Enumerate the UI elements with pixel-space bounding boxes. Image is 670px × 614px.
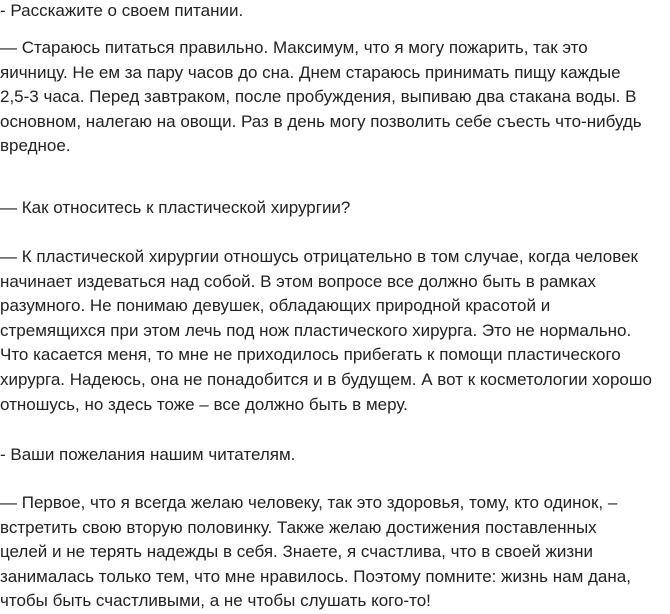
answer-line: встретить свою вторую половинку. Также желаю достижения поставленных bbox=[0, 517, 597, 537]
answer-line: чтобы быть счастливыми, а не чтобы слушать кого-то! bbox=[0, 591, 431, 611]
question-wishes bbox=[0, 443, 295, 468]
answer-line: 2,5-3 часа. Перед завтраком, после пробуждения, выпиваю два стакана воды. В bbox=[0, 87, 637, 107]
answer-line: занималась только тем, что мне нравилось. Поэтому помните: жизнь нам дана, bbox=[0, 566, 631, 586]
question-plastic-surgery bbox=[0, 196, 350, 221]
answer-plastic-surgery bbox=[0, 245, 652, 417]
answer-diet bbox=[0, 36, 642, 159]
answer-line: — Первое, что я всегда желаю человеку, так это здоровья, тому, кто одинок, – bbox=[0, 493, 618, 512]
answer-line: — К пластической хирургии отношусь отрицательно в том случае, когда человек bbox=[0, 247, 638, 266]
answer-wishes bbox=[0, 491, 631, 614]
answer-line: вредное. bbox=[0, 136, 71, 156]
answer-line: разумного. Не понимаю девушек, обладающих природной красотой и bbox=[0, 296, 551, 316]
answer-line: яичницу. Не ем за пару часов до сна. Днем стараюсь принимать пищу каждые bbox=[0, 62, 621, 82]
answer-line: — Стараюсь питаться правильно. Максимум, что я могу пожарить, так это bbox=[0, 38, 588, 57]
answer-line: основном, налегаю на овощи. Раз в день могу позволить себе съесть что-нибудь bbox=[0, 111, 642, 131]
answer-line: целей и не терять надежды в себя. Знаете, я счастлива, что в своей жизни bbox=[0, 542, 594, 562]
answer-line: хирурга. Надеюсь, она не понадобится и в будущем. А вот к косметологии хорошо bbox=[0, 369, 652, 389]
answer-line: Что касается меня, то мне не приходилось прибегать к помощи пластического bbox=[0, 345, 621, 365]
answer-line: отношусь, но здесь тоже – все должно быть в меру. bbox=[0, 394, 408, 414]
question-diet bbox=[0, 0, 243, 24]
question-text: — Как относитесь к пластической хирургии? bbox=[0, 198, 351, 217]
answer-line: стремящихся при этом лечь под нож пластического хирурга. Это не нормально. bbox=[0, 320, 632, 340]
question-text: - Расскажите о своем питании. bbox=[0, 1, 244, 20]
question-text: - Ваши пожелания нашим читателям. bbox=[0, 445, 296, 464]
answer-line: начинает издеваться над собой. В этом вопросе все должно быть в рамках bbox=[0, 271, 596, 291]
